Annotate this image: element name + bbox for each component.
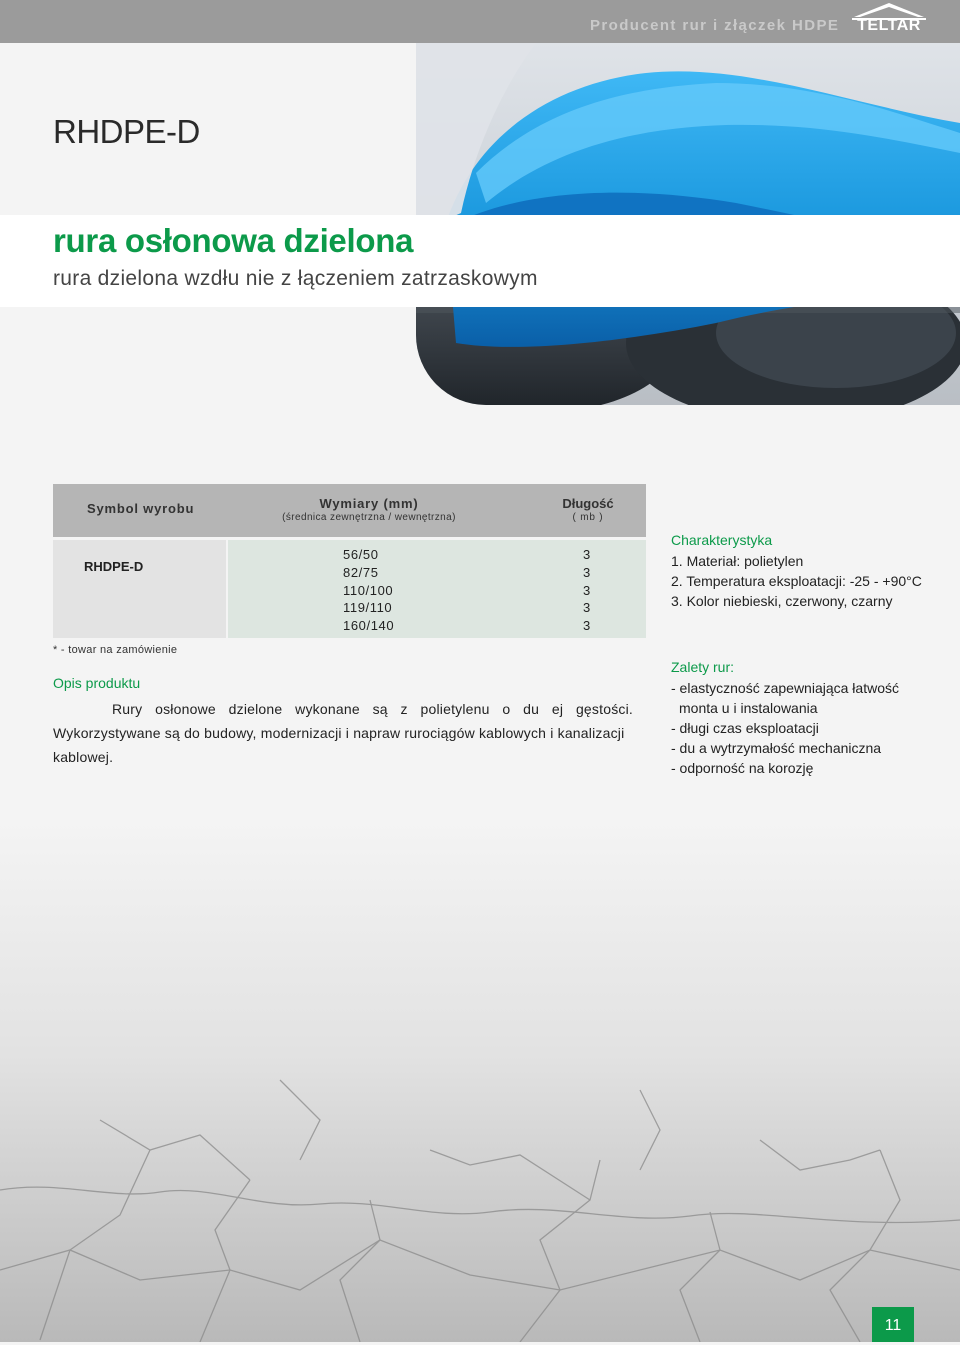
list-item: 1. Materiał: polietylen — [671, 553, 804, 569]
header-length-sub: ( mb ) — [572, 512, 604, 523]
list-item: monta u i instalowania — [679, 700, 818, 716]
product-name: rura osłonowa dzielona — [53, 222, 414, 259]
characteristics-list — [671, 551, 922, 611]
table-row — [228, 583, 646, 601]
list-item: - du a wytrzymałość mechaniczna — [671, 740, 882, 756]
list-item: - długi czas eksploatacji — [671, 720, 819, 736]
page-number: 11 — [872, 1307, 914, 1342]
list-item: 3. Kolor niebieski, czerwony, czarny — [671, 593, 893, 609]
list-item: 2. Temperatura eksploatacji: -25 - +90°C — [671, 573, 922, 589]
table-row — [228, 547, 646, 565]
length-value: 3 — [583, 618, 591, 633]
header-length: Długość — [562, 496, 614, 511]
list-item: - elastyczność zapewniająca łatwość — [671, 680, 899, 696]
product-code: RHDPE-D — [53, 113, 200, 150]
header-bar — [0, 0, 960, 43]
dim-value: 110/100 — [343, 583, 394, 598]
header-symbol: Symbol wyrobu — [87, 501, 195, 516]
length-value: 3 — [583, 547, 591, 562]
dim-value: 160/140 — [343, 618, 395, 633]
table-row — [228, 565, 646, 583]
header-dimensions: Wymiary (mm) — [319, 496, 419, 511]
advantages-heading: Zalety rur: — [671, 659, 735, 675]
dim-value: 82/75 — [343, 565, 379, 580]
teltar-logo — [846, 2, 932, 40]
length-value: 3 — [583, 600, 591, 615]
description-line1: Rury osłonowe dzielone wykonane są z polietylenu o du ej gęstości. — [112, 701, 633, 717]
advantages-list — [671, 678, 899, 778]
description-heading: Opis produktu — [53, 675, 141, 691]
characteristics-heading: Charakterystyka — [671, 532, 773, 548]
length-value: 3 — [583, 565, 591, 580]
product-subtitle: rura dzielona wzdłu nie z łączeniem zatrzaskowym — [53, 267, 538, 290]
order-note: * - towar na zamówienie — [53, 644, 178, 656]
cracked-ground-background — [0, 820, 960, 1342]
dim-value: 56/50 — [343, 547, 379, 562]
table-symbol: RHDPE-D — [84, 559, 144, 574]
description-text — [53, 697, 633, 769]
dim-value: 119/110 — [343, 600, 393, 615]
header-tagline: Producent rur i złączek HDPE — [590, 17, 840, 34]
table-symbol-cell — [53, 540, 226, 638]
description-rest: Wykorzystywane są do budowy, modernizacji i napraw rurociągów kablowych i kanalizacji kablowej. — [53, 725, 625, 765]
list-item: - odporność na korozję — [671, 760, 814, 776]
table-row — [228, 618, 646, 636]
table-row — [228, 600, 646, 618]
table-data-cell — [228, 540, 646, 638]
length-value: 3 — [583, 583, 591, 598]
table-header — [53, 484, 646, 537]
header-dimensions-sub: (średnica zewnętrzna / wewnętrzna) — [282, 512, 456, 523]
logo-text: TELTAR — [857, 17, 921, 34]
